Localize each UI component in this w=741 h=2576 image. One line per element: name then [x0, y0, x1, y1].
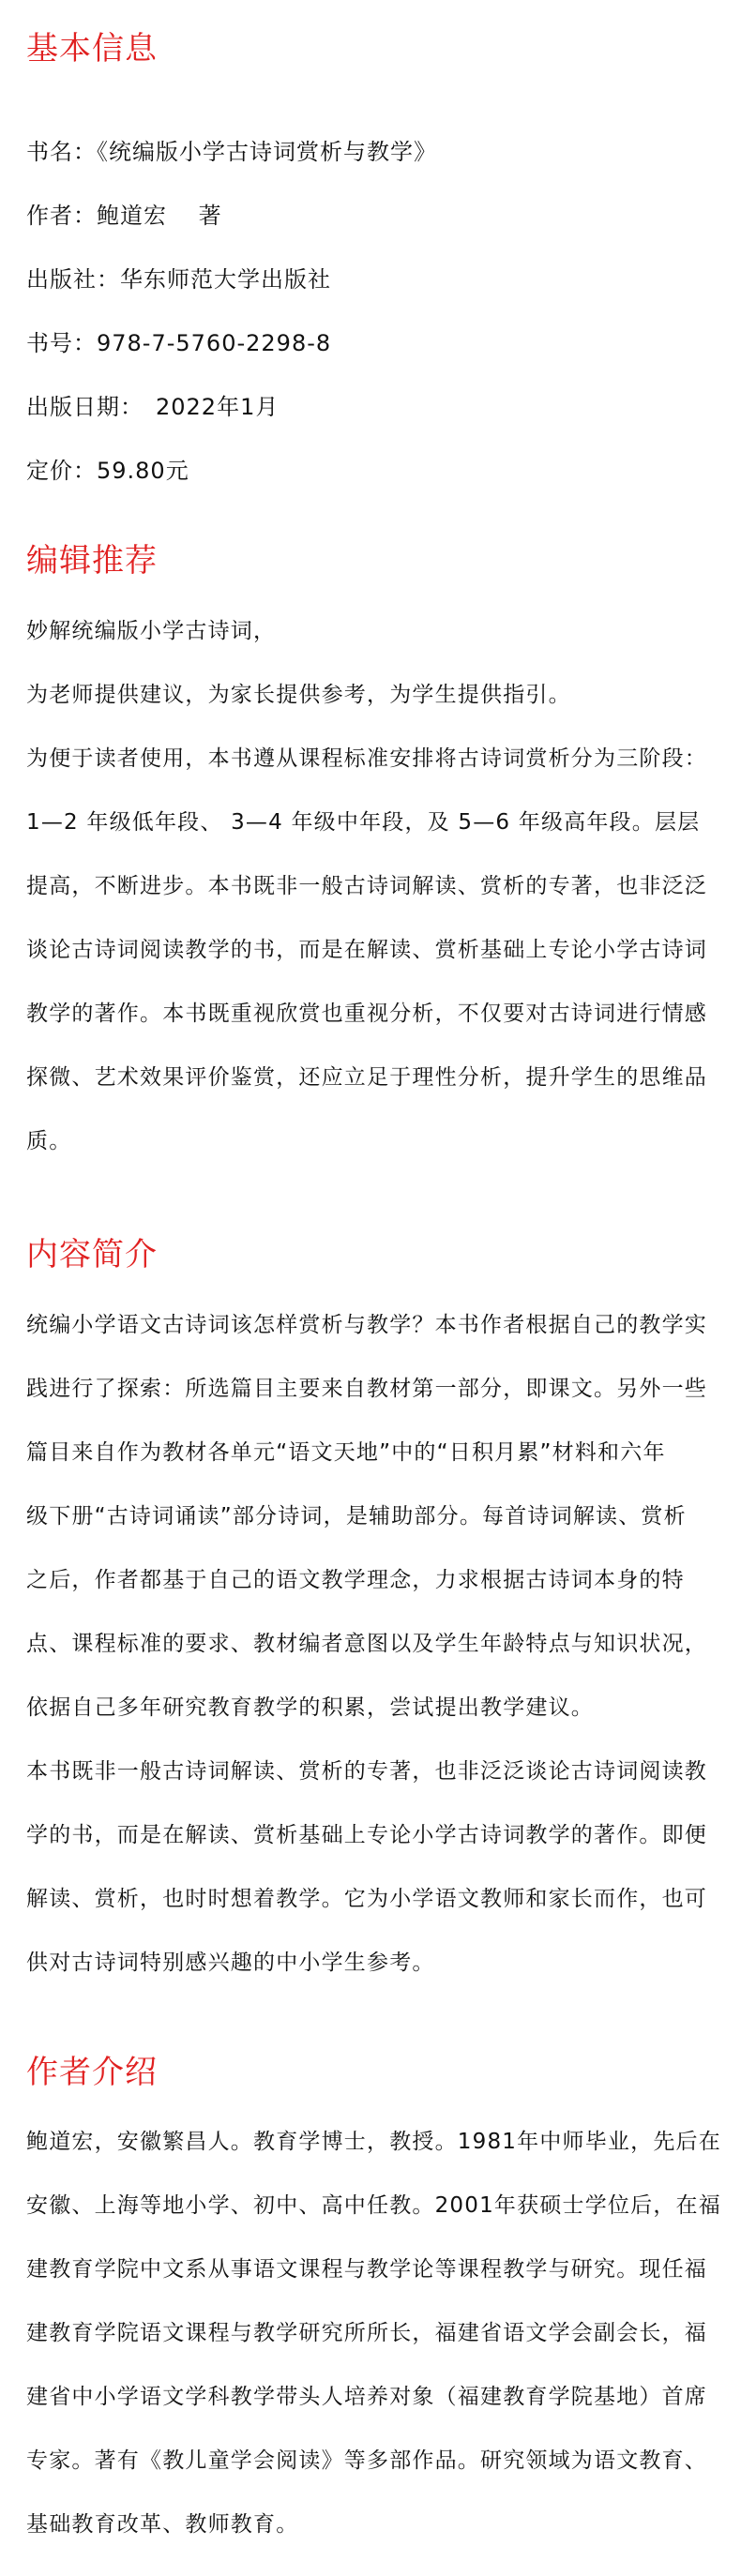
paragraph-line: 鲍道宏，安徽繁昌人。教育学博士，教授。1981年中师毕业，先后在 [26, 2130, 721, 2154]
paragraph-line: 依据自己多年研究教育教学的积累，尝试提出教学建议。 [26, 1695, 594, 1720]
paragraph-line: 篇目来自作为教材各单元“语文天地”中的“日积月累”材料和六年 [26, 1440, 666, 1465]
summary-text [26, 1293, 711, 1995]
paragraph-line: 专家。著有《教儿童学会阅读》等多部作品。研究领域为语文教育、 [26, 2448, 707, 2473]
section-title-basic-info: 基本信息 [26, 30, 158, 68]
paragraph-line: 践进行了探索：所选篇目主要来自教材第一部分，即课文。另外一些 [26, 1377, 707, 1401]
paragraph-line: 建教育学院中文系从事语文课程与教学论等课程教学与研究。现任福 [26, 2257, 707, 2282]
paragraph-line: 供对古诗词特别感兴趣的中小学生参考。 [26, 1951, 435, 1975]
paragraph-line: 级下册“古诗词诵读”部分诗词，是辅助部分。每首诗词解读、赏析 [26, 1504, 687, 1529]
info-line-publisher: 出版社：华东师范大学出版社 [26, 266, 331, 293]
summary-section [26, 1236, 711, 1995]
paragraph-line: 妙解统编版小学古诗词， [26, 619, 277, 643]
paragraph-line: 解读、赏析，也时时想着教学。它为小学语文教师和家长而作，也可 [26, 1887, 707, 1911]
paragraph-line: 基础教育改革、教师教育。 [26, 2512, 299, 2537]
section-title-author: 作者介绍 [26, 2054, 158, 2091]
paragraph-line: 为便于读者使用，本书遵从课程标准安排将古诗词赏析分为三阶段： [26, 746, 707, 771]
paragraph-line: 教学的著作。本书既重视欣赏也重视分析，不仅要对古诗词进行情感 [26, 1002, 707, 1026]
section-title-editor-recommendation: 编辑推荐 [26, 542, 158, 580]
paragraph-line: 探微、艺术效果评价鉴赏，还应立足于理性分析，提升学生的思维品 [26, 1065, 707, 1090]
paragraph-line: 提高，不断进步。本书既非一般古诗词解读、赏析的专著，也非泛泛 [26, 874, 707, 898]
paragraph-line: 谈论古诗词阅读教学的书，而是在解读、赏析基础上专论小学古诗词 [26, 938, 707, 962]
section-title-summary: 内容简介 [26, 1236, 158, 1273]
info-line-publish-date: 出版日期： 2022年1月 [26, 394, 280, 420]
paragraph-line: 质。 [26, 1129, 72, 1153]
editor-recommendation-section [26, 542, 711, 1173]
paragraph-line: 本书既非一般古诗词解读、赏析的专著，也非泛泛谈论古诗词阅读教 [26, 1759, 707, 1784]
basic-info-section [26, 30, 711, 503]
paragraph-line: 点、课程标准的要求、教材编者意图以及学生年龄特点与知识状况， [26, 1632, 707, 1656]
info-line-author: 作者：鲍道宏 著 [26, 203, 222, 229]
paragraph-line: 建教育学院语文课程与教学研究所所长，福建省语文学会副会长，福 [26, 2321, 707, 2345]
paragraph-line: 建省中小学语文学科教学带头人培养对象（福建教育学院基地）首席 [26, 2385, 707, 2409]
paragraph-line: 统编小学语文古诗词该怎样赏析与教学？本书作者根据自己的教学实 [26, 1313, 707, 1337]
paragraph-line: 1—2 年级低年段、 3—4 年级中年段，及 5—6 年级高年段。层层 [26, 810, 701, 835]
editor-recommendation-text [26, 599, 711, 1173]
paragraph-line: 安徽、上海等地小学、初中、高中任教。2001年获硕士学位后，在福 [26, 2193, 721, 2218]
basic-info-list [26, 120, 711, 503]
info-line-book-title: 书名：《统编版小学古诗词赏析与教学》 [26, 139, 437, 165]
author-section [26, 2054, 721, 2556]
author-text [26, 2110, 721, 2556]
paragraph-line: 学的书，而是在解读、赏析基础上专论小学古诗词教学的著作。即便 [26, 1823, 707, 1847]
paragraph-line: 之后，作者都基于自己的语文教学理念，力求根据古诗词本身的特 [26, 1568, 685, 1592]
paragraph-line: 为老师提供建议，为家长提供参考，为学生提供指引。 [26, 683, 571, 707]
info-line-isbn: 书号：978-7-5760-2298-8 [26, 330, 332, 356]
info-line-price: 定价：59.80元 [26, 458, 189, 484]
